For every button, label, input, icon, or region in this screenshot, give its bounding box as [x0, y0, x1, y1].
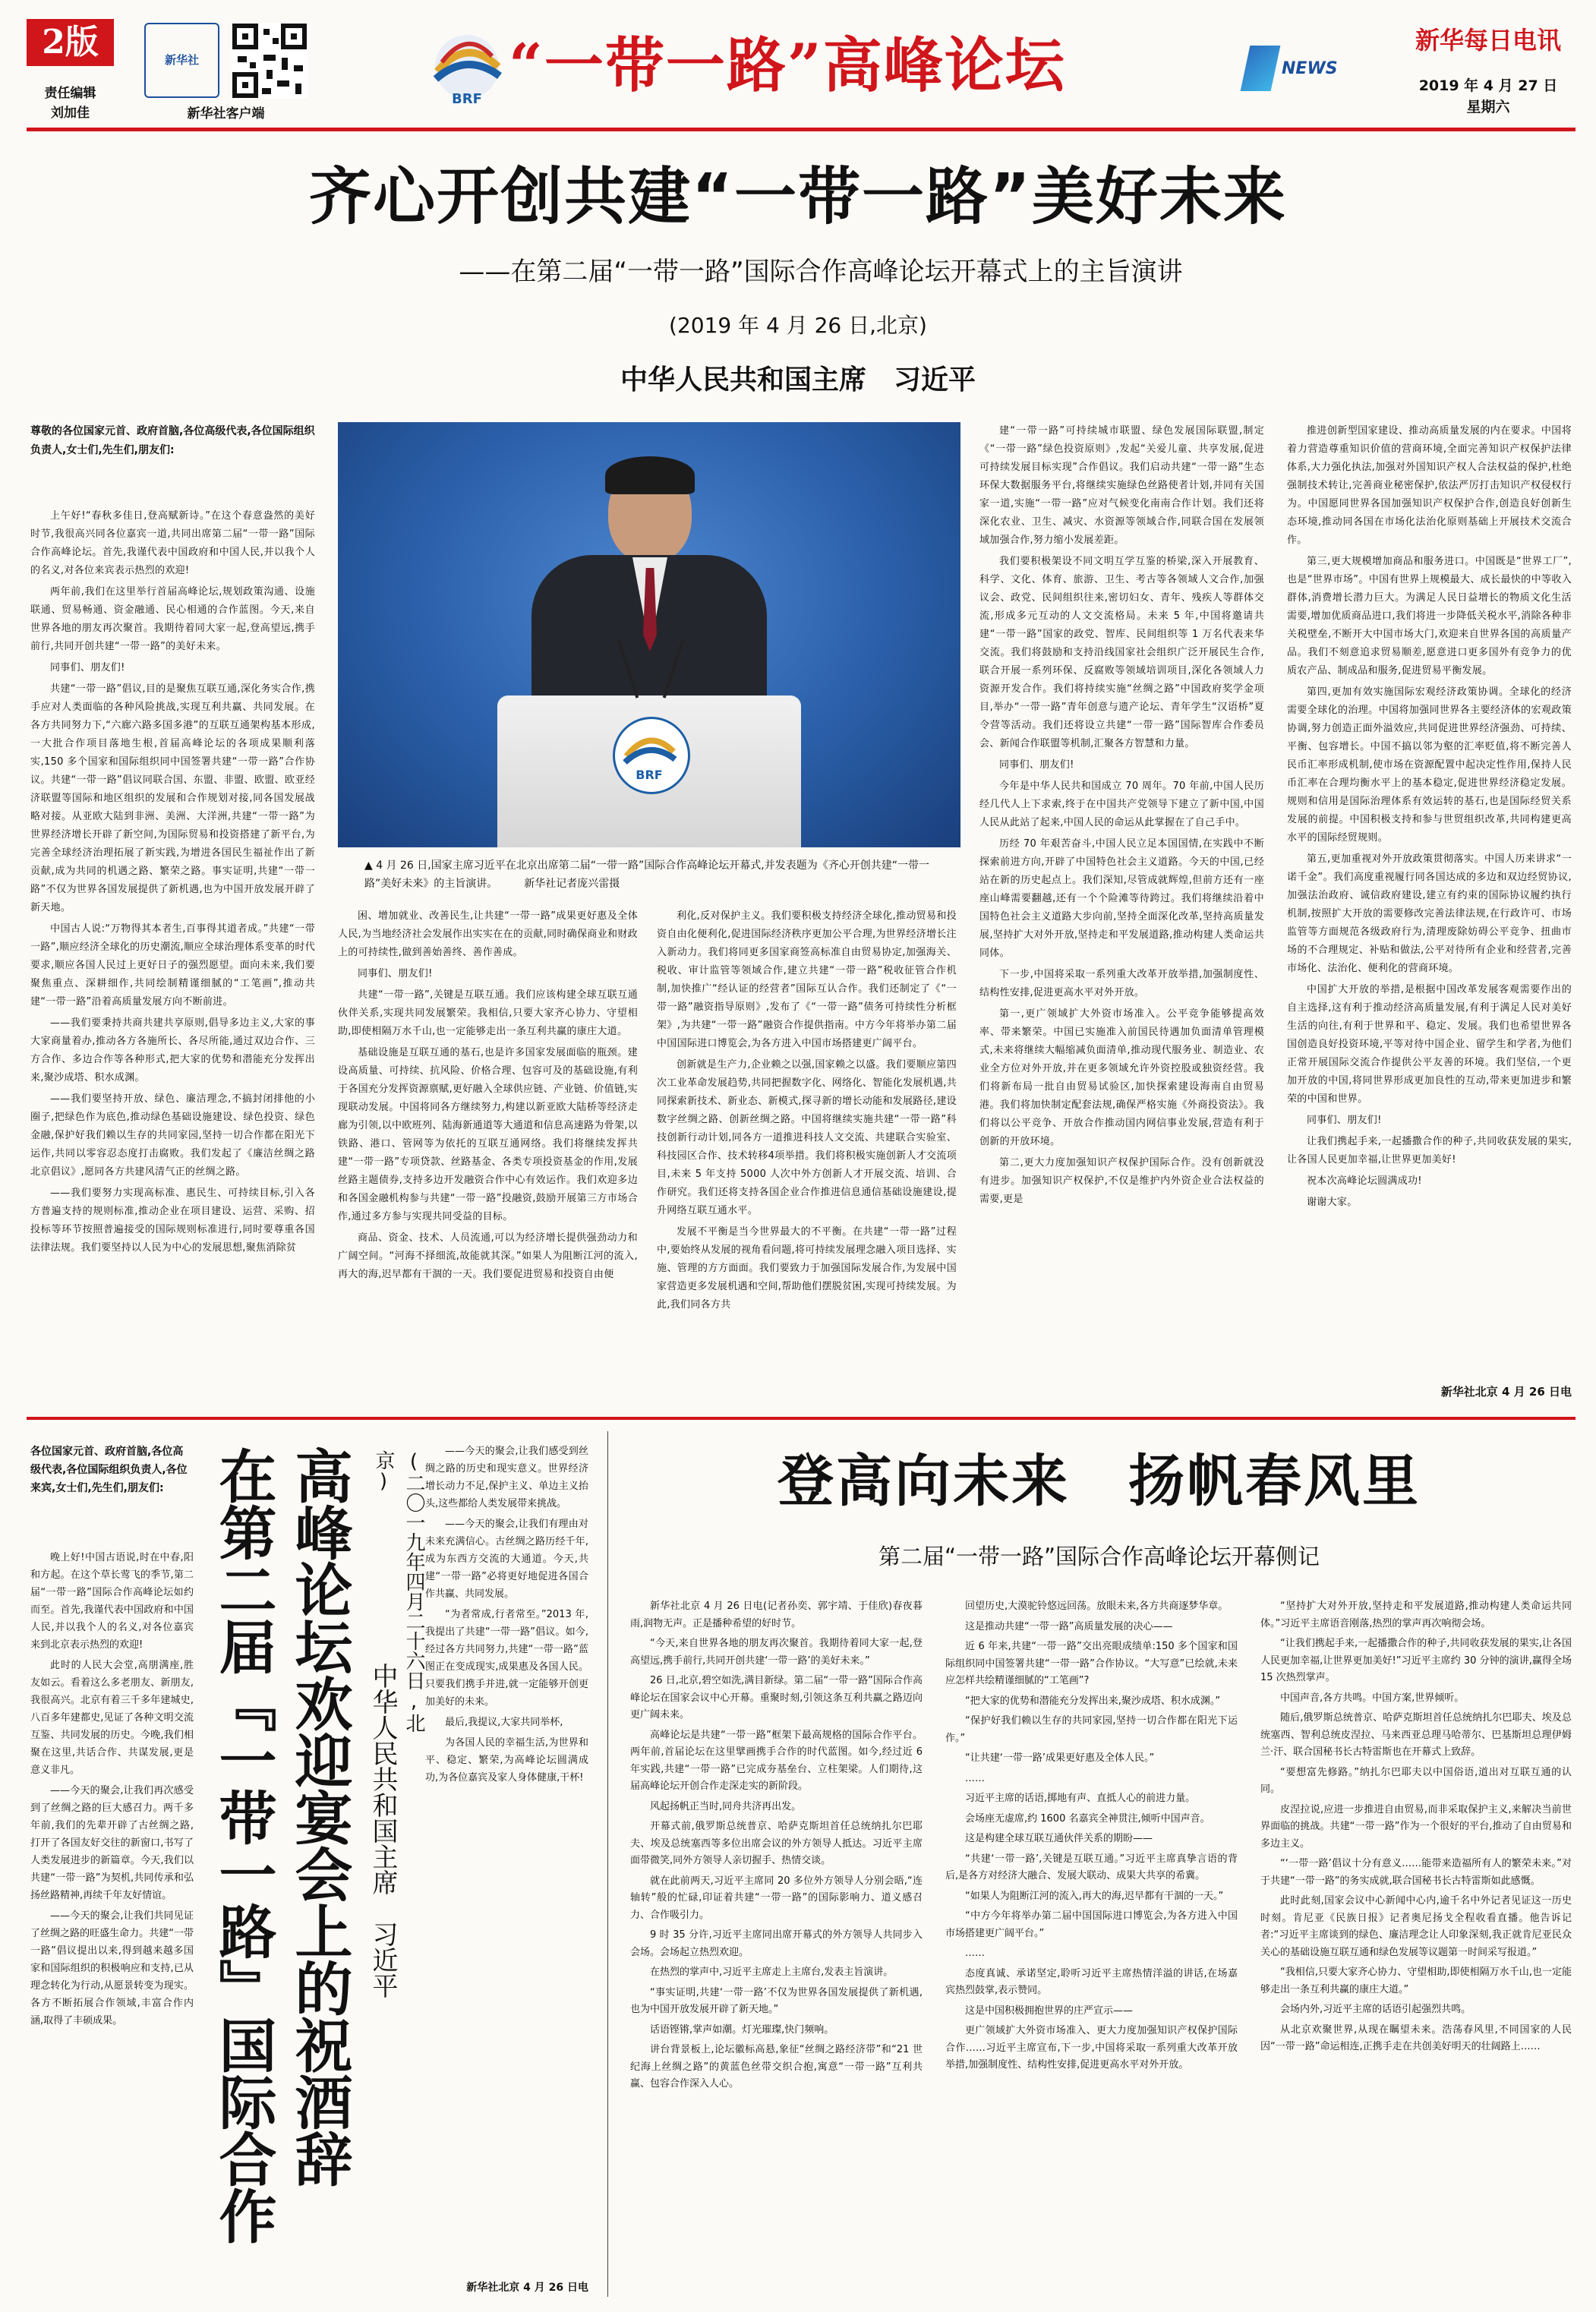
- issue-weekday: 星期六: [1466, 99, 1510, 115]
- article-divider: [607, 1431, 608, 2297]
- brf-logo-icon: [425, 29, 509, 112]
- article2-col2-paragraph: 最后,我提议,大家共同举杯,: [445, 1717, 563, 1728]
- article3-col1-paragraph: 9 时 35 分许,习近平主席同出席开幕式的外方领导人共同步入会场。会场起立热烈欢迎。: [630, 1929, 923, 1958]
- article2-dateline: 新华社北京 4 月 26 日电: [466, 2282, 588, 2294]
- article3-col1-paragraph: 风起扬帆正当时,同舟共济再出发。: [650, 1800, 802, 1812]
- article1-col4-paragraph: 我们要积极架设不同文明互学互鉴的桥梁,深入开展教育、科学、文化、体育、旅游、卫生、考古等各领域人文合作,加强议会、政党、民间组织往来,密切妇女、青年、残疾人等群体交流,形成多元互动的人文交流格局。未来 5 年,中国将邀请共建“一带一路”国家的政党、智库、民间组织等 1 万名代表来华交流。我们将鼓励和支持沿线国家社会组织广泛开展民生合作,联合开展一系列环保、反腐败等领域培训项目,深化各领域人力资源开发合作。我们将持续实施“丝绸之路”中国政府奖学金项目,举办“一带一路”青年创意与遗产论坛、青年学生“汉语桥”夏令营等活动。我们还将设立共建“一带一路”国际智库合作委员会、新闻合作联盟等机制,汇聚各方智慧和力量。: [979, 556, 1264, 749]
- article3-col2-paragraph: “中方今年将举办第二届中国国际进口博览会,为各方进入中国市场搭建更广阔平台。”: [945, 1910, 1238, 1939]
- article2-col1-paragraph: 晚上好!中国古语说,时在中春,阳和方起。在这个草长莺飞的季节,第二届“一带一路”国际合作高峰论坛如约而至。首先,我谨代表中国政府和中国人民,并以我个人的名义,对各位嘉宾来到北京表示热烈的欢迎!: [30, 1552, 194, 1651]
- article3-col1-paragraph: 开幕式前,俄罗斯总统普京、哈萨克斯坦首任总统纳扎尔巴耶夫、埃及总统塞西等多位出席会议的外方领导人抵达。习近平主席面带微笑,同外方领导人亲切握手、热情交谈。: [630, 1821, 923, 1866]
- article2-col1-paragraph: ——今天的聚会,让我们再次感受到了丝绸之路的巨大感召力。两千多年前,我们的先辈开辟了古丝绸之路,打开了各国友好交往的新窗口,书写了人类发展进步的新篇章。今天,我们以共建“一带一路”为契机,共同传承和弘扬丝路精神,再续千年友好情谊。: [30, 1785, 194, 1901]
- svg-text:BRF: BRF: [636, 768, 663, 782]
- xinhua-logo: 新华社: [144, 23, 219, 98]
- article3-col2-paragraph: “如果人为阻断江河的流入,再大的海,迟早都有干涸的一天。”: [965, 1890, 1224, 1902]
- lectern-logo: [613, 717, 690, 794]
- article3-subhead: 第二届“一带一路”国际合作高峰论坛开幕侧记: [878, 1544, 1320, 1569]
- article1-column-3: [657, 907, 957, 1403]
- article3-col2-paragraph: “把大家的优势和潜能充分发挥出来,聚沙成塔、积水成渊。”: [965, 1695, 1221, 1707]
- article1-col3-paragraph: 发展不平衡是当今世界最大的不平衡。在共建“一带一路”过程中,要始终从发展的视角看问题,将可持续发展理念融入项目选择、实施、管理的方方面面。我们要致力于加强国际发展合作,为发展中国家营造更多发展机遇和空间,帮助他们摆脱贫困,实现可持续发展。为此,我们同各方共: [657, 1226, 957, 1311]
- article3-col2-paragraph: 更广领域扩大外资市场准入、更大力度加强知识产权保护国际合作……习近平主席宣布,下一步,中国将采取一系列重大改革开放举措,加强制度性、结构性安排,促进更高水平对外开放。: [945, 2025, 1238, 2071]
- article1-subhead: ——在第二届“一带一路”国际合作高峰论坛开幕式上的主旨演讲: [459, 257, 1183, 287]
- article2-byline: 中华人民共和国主席 习近平: [367, 1663, 398, 1998]
- section-title: “一带一路”高峰论坛: [509, 31, 1066, 100]
- article3-col3-paragraph: “要想富先修路。”纳扎尔巴耶夫以中国俗语,道出对互联互通的认同。: [1260, 1766, 1572, 1795]
- article3-col2-paragraph: ……: [965, 1772, 985, 1784]
- article1-col1-paragraph: 同事们、朋友们!: [50, 662, 125, 673]
- article1-col2-paragraph: 基础设施是互联互通的基石,也是许多国家发展面临的瓶颈。建设高质量、可持续、抗风险、价格合理、包容可及的基础设施,有利于各国充分发挥资源禀赋,更好融入全球供应链、产业链、价值链,实现联动发展。中国将同各方继续努力,构建以新亚欧大陆桥等经济走廊为引领,以中欧班列、陆海新通道等大通道和信息高速路为骨架,以铁路、港口、管网等为依托的互联互通网络。我们将继续发挥共建“一带一路”专项贷款、丝路基金、各类专项投资基金的作用,发展丝路主题债券,支持多边开发融资合作中心有效运作。我们欢迎多边和各国金融机构参与共建“一带一路”投融资,鼓励开展第三方市场合作,通过多方参与实现共同受益的目标。: [338, 1047, 638, 1222]
- article3-col2-paragraph: “让共建‘一带一路’成果更好惠及全体人民。”: [965, 1752, 1155, 1764]
- paper-name: 新华每日电讯: [1415, 26, 1561, 55]
- article1-col1-paragraph: 两年前,我们在这里举行首届高峰论坛,规划政策沟通、设施联通、贸易畅通、资金融通、民心相通的合作蓝图。今天,来自世界各地的朋友再次聚首。我期待着同大家一起,登高望远,携手前行,共同开创共建“一带一路”的美好未来。: [30, 586, 315, 652]
- article1-col1-paragraph: ——我们要秉持共商共建共享原则,倡导多边主义,大家的事大家商量着办,推动各方各施所长、各尽所能,通过双边合作、三方合作、多边合作等各种形式,把大家的优势和潜能充分发挥出来,聚沙成塔、积水成渊。: [30, 1017, 315, 1083]
- article3-column-3: [1260, 1598, 1572, 2297]
- article2-col2-paragraph: “为者常成,行者常至。”2013 年,我提出了共建“一带一路”倡议。如今,经过各方共同努力,共建“一带一路”蓝图正在变成现实,成果惠及各国人民。只要我们携手并进,就一定能够开创更加美好的未来。: [425, 1609, 588, 1708]
- article3-col1-paragraph: 就在此前两天,习近平主席同 20 多位外方领导人分别会晤,“连轴转”般的忙碌,印证着共建“一带一路”的国际影响力、道义感召力、合作吸引力。: [630, 1875, 923, 1921]
- article1-column-1: [30, 507, 315, 1403]
- article1-col2-paragraph: 困、增加就业、改善民生,让共建“一带一路”成果更好惠及全体人民,为当地经济社会发展作出实实在在的贡献,同时确保商业和财政上的可持续性,做到善始善终、善作善成。: [338, 910, 638, 958]
- article1-col2-paragraph: 共建“一带一路”,关键是互联互通。我们应该构建全球互联互通伙伴关系,实现共同发展繁荣。我相信,只要大家齐心协力、守望相助,即使相隔万水千山,也一定能够走出一条互利共赢的康庄大道。: [338, 989, 638, 1037]
- article1-col1-paragraph: 共建“一带一路”倡议,目的是聚焦互联互通,深化务实合作,携手应对人类面临的各种风险挑战,实现互利共赢、共同发展。在各方共同努力下,“六廊六路多国多港”的互联互通架构基本形成,一大批合作项目落地生根,首届高峰论坛的各项成果顺利落实,150 多个国家和国际组织同中国签署共建“一带一路”合作协议。共建“一带一路”倡议同联合国、东盟、非盟、欧盟、欧亚经济联盟等国际和地区组织的发展和合作规划对接,同各国发展战略对接。从亚欧大陆到非洲、美洲、大洋洲,共建“一带一路”为世界经济增长开辟了新空间,为国际贸易和投资搭建了新平台,为完善全球经济治理拓展了新实践,为增进各国民生福祉作出了新贡献,成为共同的机遇之路、繁荣之路。事实证明,共建“一带一路”不仅为世界各国发展提供了新机遇,也为中国开放发展开辟了新天地。: [30, 683, 315, 913]
- article3-col3-paragraph: 皮涅拉说,应进一步推进自由贸易,而非采取保护主义,来解决当前世界面临的挑战。共建“一带一路”作为一个很好的平台,推动了自由贸易和多边主义。: [1260, 1803, 1572, 1850]
- article3-col2-paragraph: “共建‘一带一路’,关键是互联互通。”习近平主席真挚言语的背后,是各方对经济大融合、发展大联动、成果大共享的希冀。: [945, 1853, 1238, 1881]
- article2-headline-line2: 在第二届『一带一路』国际合作: [210, 1446, 277, 2244]
- article1-col5-paragraph: 让我们携起手来,一起播撒合作的种子,共同收获发展的果实,让各国人民更加幸福,让世界更加美好!: [1287, 1136, 1572, 1165]
- article3-col1-paragraph: 26 日,北京,碧空如洗,满目新绿。第二届“一带一路”国际合作高峰论坛在国家会议中心开幕。重聚时刻,引领这条互利共赢之路迈向更广阔未来。: [630, 1675, 923, 1721]
- article1-col4-paragraph: 第二,更大力度加强知识产权保护国际合作。没有创新就没有进步。加强知识产权保护,不仅是维护内外资企业合法权益的需要,更是: [979, 1157, 1264, 1205]
- svg-text:BRF: BRF: [452, 91, 482, 107]
- article3-column-2: [945, 1598, 1238, 2297]
- article1-col4-paragraph: 今年是中华人民共和国成立 70 周年。70 年前,中国人民历经几代人上下求索,终于在中国共产党领导下建立了新中国,中国人民从此站了起来,中国人民的命运从此掌握在了自己手中。: [979, 781, 1264, 828]
- article1-col5-paragraph: 中国扩大开放的举措,是根据中国改革发展客观需要作出的自主选择,这有利于推动经济高质量发展,有利于满足人民对美好生活的向往,有利于世界和平、稳定、发展。我们也希望世界各国创造良好投资环境,平等对待中国企业、留学生和学者,为他们正常开展国际交流合作提供公平友善的环境。我们坚信,一个更加开放的中国,将同世界形成更加良性的互动,带来更加进步和繁荣的中国和世界。: [1287, 984, 1572, 1105]
- middle-rule: [27, 1417, 1575, 1420]
- article2-col2-paragraph: 为各国人民的幸福生活,为世界和平、稳定、繁荣,为高峰论坛圆满成功,为各位嘉宾及家人身体健康,干杯!: [425, 1737, 588, 1784]
- editor-name: 刘加佳: [51, 106, 90, 121]
- article3-col2-paragraph: 习近平主席的话语,掷地有声、直抵人心的前进力量。: [965, 1793, 1196, 1804]
- speaker-hair: [605, 456, 695, 494]
- article1-col5-paragraph: 祝本次高峰论坛圆满成功!: [1307, 1175, 1422, 1187]
- article3-col1-paragraph: 话语铿锵,掌声如潮。灯光璀璨,快门频响。: [650, 2023, 834, 2036]
- article3-col3-paragraph: 中国声音,各方共鸣。中国方案,世界倾听。: [1280, 1692, 1465, 1704]
- article2-date-line: (二〇一九年四月二十六日,北京): [372, 1450, 425, 1733]
- article1-col4-paragraph: 历经 70 年艰苦奋斗,中国人民立足本国国情,在实践中不断探索前进方向,开辟了中国特色社会主义道路。今天的中国,已经站在新的历史起点上。我们深知,尽管成就辉煌,但前方还有一座座山峰需要翻越,还有一个个险滩等待跨过。我们将继续沿着中国特色社会主义道路大步向前,坚持全面深化改革,坚持高质量发展,坚持扩大对外开放,坚持走和平发展道路,推动构建人类命运共同体。: [979, 838, 1264, 959]
- article1-col5-paragraph: 第三,更大规模增加商品和服务进口。中国既是“世界工厂”,也是“世界市场”。中国有世界上规模最大、成长最快的中等收入群体,消费增长潜力巨大。为满足人民日益增长的物质文化生活需要,增加优质商品进口,我们将进一步降低关税水平,消除各种非关税壁垒,不断开大中国市场大门,欢迎来自世界各国的高质量产品。我们不刻意追求贸易顺差,愿意进口更多国外有竞争力的优质农产品、制成品和服务,促进贸易平衡发展。: [1287, 556, 1572, 677]
- brf-lectern-icon: [613, 717, 686, 790]
- article3-col1-paragraph: “今天,来自世界各地的朋友再次聚首。我期待着同大家一起,登高望远,携手前行,共同开创共建‘一带一路’的美好未来。”: [630, 1638, 923, 1667]
- article1-col3-paragraph: 创新就是生产力,企业赖之以强,国家赖之以盛。我们要顺应第四次工业革命发展趋势,共同把握数字化、网络化、智能化发展机遇,共同探索新技术、新业态、新模式,探寻新的增长动能和发展路径,建设数字丝绸之路、创新丝绸之路。中国将继续实施共建“一带一路”科技创新行动计划,同各方一道推进科技人文交流、共建联合实验室、科技园区合作、技术转移4项举措。我们将积极实施创新人才交流项目,未来 5 年支持 5000 人次中外方创新人才开展交流、培训、合作研究。我们还将支持各国企业合作推进信息通信基础设施建设,提升网络互联互通水平。: [657, 1059, 957, 1216]
- article1-col3-paragraph: 利化,反对保护主义。我们要积极支持经济全球化,推动贸易和投资自由化便利化,促进国际经济秩序更加公平合理,为世界经济增长注入新动力。我们将同更多国家商签高标准自由贸易协定,加强海关、税收、审计监管等领域合作,建立共建“一带一路”税收征管合作机制,加快推广“经认证的经营者”国际互认合作。我们还制定了《“一带一路”融资指导原则》,发布了《“一带一路”债务可持续性分析框架》,为共建“一带一路”融资合作提供指南。中方今年将举办第二届中国国际进口博览会,为各方进入中国市场搭建更广阔平台。: [657, 910, 957, 1049]
- speech-photo: [338, 422, 960, 847]
- article2-greeting: 各位国家元首、政府首脑,各位高级代表,各位国际组织负责人,各位来宾,女士们,先生们,朋友们:: [30, 1446, 188, 1494]
- article1-col5-paragraph: 第五,更加重视对外开放政策贯彻落实。中国人历来讲求“一诺千金”。我们高度重视履行同各国达成的多边和双边经贸协议,加强法治政府、诚信政府建设,建立有约束的国际协议履约执行机制,按照扩大开放的需要修改完善法律法规,在行政许可、市场监管等方面规范各级政府行为,清理废除妨碍公平竞争、扭曲市场的不合理规定、补贴和做法,公平对待所有企业和经营者,完善市场化、法治化、便利化的营商环境。: [1287, 853, 1572, 974]
- article2-col1-paragraph: 此时的人民大会堂,高朋满座,胜友如云。看着这么多老朋友、新朋友,我很高兴。北京有着三千多年建城史,八百多年建都史,见证了各种文明交流互鉴、共同发展的历史。今晚,我们相聚在这里,共话合作、共谋发展,更是意义非凡。: [30, 1660, 194, 1776]
- photo-caption: ▲ 4 月 26 日,国家主席习近平在北京出席第二届“一带一路”国际合作高峰论坛开幕式,并发表题为《齐心开创共建“一带一路”美好未来》的主旨演讲。 新华社记者庞兴雷摄: [364, 860, 929, 890]
- article3-col1-paragraph: 高峰论坛是共建“一带一路”框架下最高规格的国际合作平台。两年前,首届论坛在这里擘画携手合作的时代蓝图。如今,经过近 6 年实践,共建“一带一路”已完成夯基垒台、立柱架梁。人们期待,这届高峰论坛开创合作走深走实的新阶段。: [630, 1729, 923, 1792]
- article1-col5-paragraph: 谢谢大家。: [1307, 1197, 1358, 1208]
- article3-col2-paragraph: 会场座无虚席,约 1600 名嘉宾全神贯注,倾听中国声音。: [965, 1812, 1210, 1825]
- article3-col2-paragraph: “保护好我们赖以生存的共同家园,坚持一切合作都在阳光下运作。”: [945, 1715, 1238, 1744]
- article1-byline: 中华人民共和国主席 习近平: [620, 364, 976, 396]
- page-number-box: [27, 19, 114, 66]
- editor-label: 责任编辑: [44, 86, 96, 101]
- article3-column-1: [630, 1598, 923, 2297]
- article1-col2-paragraph: 同事们、朋友们!: [358, 968, 433, 979]
- article1-col1-paragraph: ——我们要努力实现高标准、惠民生、可持续目标,引入各方普遍支持的规则标准,推动企业在项目建设、运营、采购、招投标等环节按照普遍接受的国际规则标准进行,同时要尊重各国法律法规。我们要坚持以人民为中心的发展思想,聚焦消除贫: [30, 1188, 315, 1254]
- article3-col1-paragraph: 在热烈的掌声中,习近平主席走上主席台,发表主旨演讲。: [650, 1967, 894, 1978]
- article1-headline: 齐心开创共建“一带一路”美好未来: [309, 161, 1287, 233]
- article1-col2-paragraph: 商品、资金、技术、人员流通,可以为经济增长提供强劲动力和广阔空间。“河海不择细流,故能就其深。”如果人为阻断江河的流入,再大的海,迟早都有干涸的一天。我们要促进贸易和投资自由便: [338, 1232, 638, 1280]
- news-logo: NEWS: [1245, 46, 1344, 99]
- article3-col2-paragraph: 这是中国积极拥抱世界的庄严宣示——: [965, 2004, 1134, 2017]
- article1-col4-paragraph: 下一步,中国将采取一系列重大改革开放举措,加强制度性、结构性安排,促进更高水平对外开放。: [979, 969, 1264, 998]
- article3-col2-paragraph: 近 6 年来,共建“一带一路”交出亮眼成绩单:150 多个国家和国际组织同中国签署共建“一带一路”合作协议。“大写意”已绘就,未来应怎样共绘精谨细腻的“工笔画”?: [945, 1641, 1238, 1686]
- article1-col1-paragraph: 中国古人说:“万物得其本者生,百事得其道者成。”共建“一带一路”,顺应经济全球化的历史潮流,顺应全球治理体系变革的时代要求,顺应各国人民过上更好日子的强烈愿望。面向未来,我们要聚焦重点、深耕细作,共同绘制精谨细腻的“工笔画”,推动共建“一带一路”沿着高质量发展方向不断前进。: [30, 923, 315, 1008]
- article3-col3-paragraph: 随后,俄罗斯总统普京、哈萨克斯坦首任总统纳扎尔巴耶夫、埃及总统塞西、智利总统皮涅拉、马来西亚总理马哈蒂尔、巴基斯坦总理伊姆兰·汗、联合国秘书长古特雷斯也在开幕式上致辞。: [1260, 1712, 1572, 1758]
- article1-col4-paragraph: 建“一带一路”可持续城市联盟、绿色发展国际联盟,制定《“一带一路”绿色投资原则》,发起“关爱儿童、共享发展,促进可持续发展目标实现”合作倡议。我们启动共建“一带一路”生态环保大数据服务平台,将继续实施绿色丝路使者计划,并同有关国家一道,实施“一带一路”应对气候变化南南合作计划。我们还将深化农业、卫生、减灾、水资源等领域合作,同联合国在发展领域加强合作,努力缩小发展差距。: [979, 425, 1264, 546]
- header-rule: [27, 128, 1575, 131]
- client-label: 新华社客户端: [187, 106, 265, 121]
- article3-col2-paragraph: 这是推动共建“一带一路”高质量发展的决心——: [965, 1620, 1173, 1632]
- article1-col4-paragraph: 第一,更广领域扩大外资市场准入。公平竞争能够提高效率、带来繁荣。中国已实施准入前国民待遇加负面清单管理模式,未来将继续大幅缩减负面清单,推动现代服务业、制造业、农业全方位对外开放,并在更多领域允许外资控股或独资经营。我们将新布局一批自由贸易试验区,加快探索建设海南自由贸易港。我们将加快制定配套法规,确保严格实施《外商投资法》。我们将以公平竞争、开放合作推动国内网信事业发展,营造有利于创新的开放环境。: [979, 1008, 1264, 1147]
- article3-col2-paragraph: ……: [965, 1948, 985, 1959]
- article3-col3-paragraph: 从北京欢聚世界,从现在瞩望未来。浩荡春风里,不同国家的人民因“一带一路”命运相连,正携手走在共创美好明天的壮阔路上……: [1260, 2023, 1572, 2052]
- article2-column-1: [30, 1549, 194, 2293]
- masthead: [0, 0, 1596, 125]
- article2-column-2: [425, 1443, 588, 2270]
- article1-dateline: 新华社北京 4 月 26 日电: [1440, 1385, 1572, 1399]
- article1-col1-paragraph: ——我们要坚持开放、绿色、廉洁理念,不搞封闭排他的小圈子,把绿色作为底色,推动绿色基础设施建设、绿色投资、绿色金融,保护好我们赖以生存的共同家园,坚持一切合作都在阳光下运作,共同以零容忍态度打击腐败。我们发起了《廉洁丝绸之路北京倡议》,愿同各方共建风清气正的丝绸之路。: [30, 1093, 315, 1178]
- article3-col3-paragraph: “让我们携起手来,一起播撒合作的种子,共同收获发展的果实,让各国人民更加幸福,让世界更加美好!”习近平主席约 30 分钟的演讲,赢得全场 15 次热烈掌声。: [1260, 1638, 1572, 1683]
- page-number: 2版: [42, 23, 99, 62]
- article1-greeting: 尊敬的各位国家元首、政府首脑,各位高级代表,各位国际组织负责人,女士们,先生们,朋友们:: [30, 425, 315, 456]
- article1-col1-paragraph: 上午好!“春秋多佳日,登高赋新诗。”在这个春意盎然的美好时节,我很高兴同各位嘉宾一道,共同出席第二届“一带一路”国际合作高峰论坛。首先,我谨代表中国政府和中国人民,并以我个人的名义,对各位来宾表示热烈的欢迎!: [30, 510, 315, 576]
- article3-col3-paragraph: 此时此刻,国家会议中心新闻中心内,逾千名中外记者见证这一历史时刻。肯尼亚《民族日报》记者奥尼扬戈全程收看直播。他告诉记者:“习近平主席谈到的绿色、廉洁理念让人印象深刻,我正就肯尼亚民众关心的基础设施互联互通和绿色发展等议题第一时间采写报道。”: [1260, 1895, 1572, 1958]
- article3-col1-paragraph: “事实证明,共建‘一带一路’不仅为世界各国发展提供了新机遇,也为中国开放发展开辟了新天地。”: [630, 1986, 923, 2015]
- qr-code-icon: [232, 23, 308, 99]
- article3-col3-paragraph: “坚持扩大对外开放,坚持走和平发展道路,推动构建人类命运共同体。”习近平主席语音刚落,热烈的掌声再次响彻会场。: [1260, 1601, 1572, 1629]
- article1-col5-paragraph: 第四,更加有效实施国际宏观经济政策协调。全球化的经济需要全球化的治理。中国将加强同世界各主要经济体的宏观政策协调,努力创造正面外溢效应,共同促进世界经济强劲、可持续、平衡、包容增长。中国不搞以邻为壑的汇率贬值,将不断完善人民币汇率形成机制,使市场在资源配置中起决定性作用,保持人民币汇率在合理均衡水平上的基本稳定,促进世界经济稳定发展。规则和信用是国际治理体系有效运转的基石,也是国际经贸关系发展的前提。中国积极支持和参与世贸组织改革,共同构建更高水平的国际经贸规则。: [1287, 686, 1572, 844]
- article1-column-2: [338, 907, 638, 1403]
- article3-col2-paragraph: 回望历史,大漠驼铃悠远回荡。放眼未来,各方共商逐梦华章。: [965, 1601, 1229, 1612]
- article1-col5-paragraph: 同事们、朋友们!: [1307, 1115, 1382, 1126]
- article2-col2-paragraph: ——今天的聚会,让我们有理由对未来充满信心。古丝绸之路历经千年,成为东西方交流的大通道。今天,共建“一带一路”必将更好地促进各国合作共赢、共同发展。: [425, 1519, 588, 1600]
- article1-col4-paragraph: 同事们、朋友们!: [999, 759, 1074, 771]
- article3-col3-paragraph: “‘一带一路’倡议十分有意义……能带来造福所有人的繁荣未来。”对于共建“一带一路”的务实成就,联合国秘书长古特雷斯如此感慨。: [1260, 1858, 1572, 1887]
- article1-column-4: [979, 422, 1264, 1403]
- article3-col3-paragraph: 会场内外,习近平主席的话语引起强烈共鸣。: [1280, 2004, 1471, 2015]
- article3-col2-paragraph: 态度真诚、承诺坚定,聆听习近平主席热情洋溢的讲话,在场嘉宾热烈鼓掌,表示赞同。: [945, 1967, 1238, 1996]
- article3-headline: 登高向未来 扬帆春风里: [777, 1449, 1421, 1514]
- article2-col1-paragraph: ——今天的聚会,让我们共同见证了丝绸之路的旺盛生命力。共建“一带一路”倡议提出以来,得到越来越多国家和国际组织的积极响应和支持,已从理念转化为行动,从愿景转变为现实。各方不断拓展合作领域,丰富合作内涵,取得了丰硕成果。: [30, 1910, 194, 2027]
- article3-col1-paragraph: 新华社北京 4 月 26 日电(记者孙奕、郭宇靖、于佳欣)春夜暮雨,润物无声。正是播种希望的好时节。: [630, 1601, 923, 1629]
- article1-column-5: [1287, 422, 1572, 1375]
- article2-col2-paragraph: ——今天的聚会,让我们感受到丝绸之路的历史和现实意义。世界经济增长动力不足,保护主义、单边主义抬头,这些都给人类发展带来挑战。: [425, 1446, 588, 1509]
- issue-date: 2019 年 4 月 27 日: [1418, 77, 1558, 94]
- article3-col1-paragraph: 讲台背景板上,论坛徽标高悬,象征“丝绸之路经济带”和“21 世纪海上丝绸之路”的黄蓝色丝带交织合抱,寓意“一带一路”互利共赢、包容合作深入人心。: [630, 2044, 923, 2090]
- article1-col5-paragraph: 推进创新型国家建设、推动高质量发展的内在要求。中国将着力营造尊重知识价值的营商环境,全面完善知识产权保护法律体系,大力强化执法,加强对外国知识产权人合法权益的保护,杜绝强制技术转让,完善商业秘密保护,依法严厉打击知识产权侵权行为。中国愿同世界各国加强知识产权保护合作,创造良好创新生态环境,推动同各国在市场化法治化原则基础上开展技术交流合作。: [1287, 425, 1572, 546]
- article3-col3-paragraph: “我相信,只要大家齐心协力、守望相助,即使相隔万水千山,也一定能够走出一条互利共赢的康庄大道。”: [1260, 1967, 1572, 1995]
- article2-headline-line1: 高峰论坛欢迎宴会上的祝酒辞: [285, 1446, 353, 2187]
- article1-date-line: (2019 年 4 月 26 日,北京): [669, 313, 927, 338]
- article3-col2-paragraph: 这是构建全球互联互通伙伴关系的期盼——: [965, 1833, 1153, 1844]
